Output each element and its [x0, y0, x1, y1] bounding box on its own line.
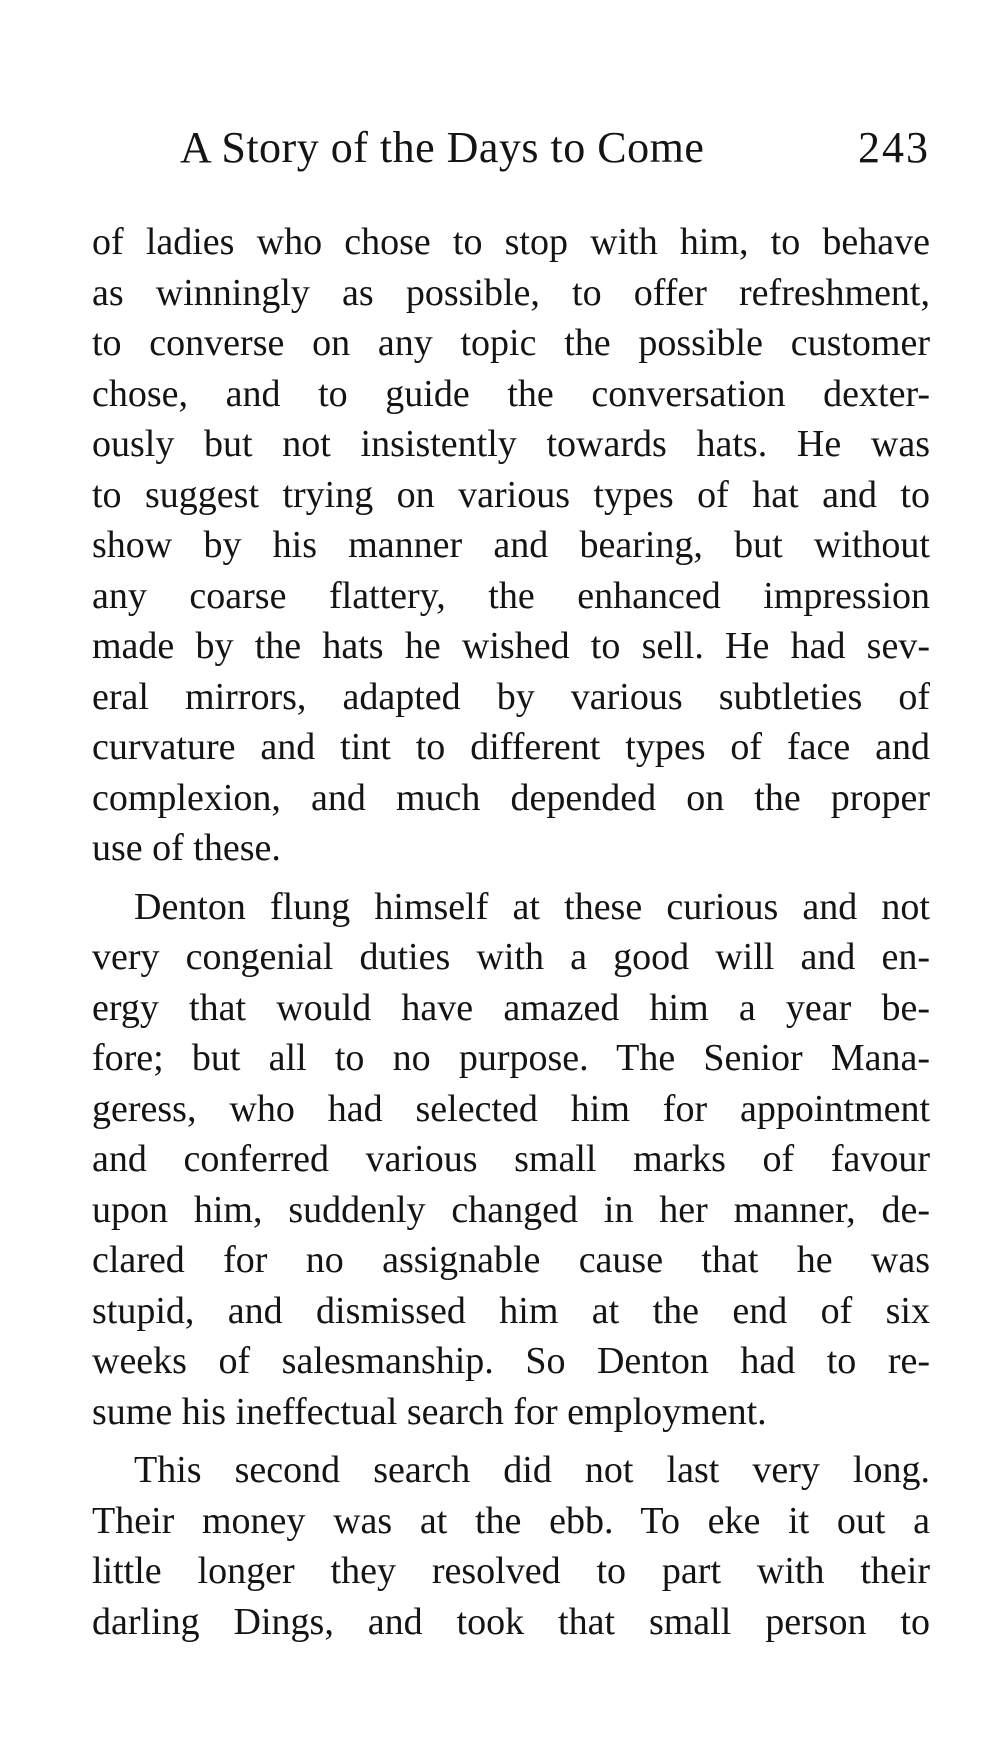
text-line: stupid, and dismissed him at the end of six [92, 1289, 930, 1332]
text-line: show by his manner and bearing, but without [92, 524, 930, 566]
text-line: ergy that would have amazed him a year be- [92, 986, 930, 1029]
text-line: chose, and to guide the conversation dexter- [92, 372, 930, 415]
text-line: clared for no assignable cause that he was [92, 1239, 930, 1281]
text-line: complexion, and much depended on the proper [92, 776, 930, 819]
text-line: Denton flung himself at these curious and not [134, 885, 930, 928]
text-line: any coarse flattery, the enhanced impression [92, 574, 930, 617]
text-line: curvature and tint to different types of face and [92, 726, 930, 768]
text-line: eral mirrors, adapted by various subtleties of [92, 675, 930, 718]
text-line: geress, who had selected him for appointment [92, 1087, 930, 1130]
text-line: very congenial duties with a good will and en- [92, 936, 930, 978]
running-head-title: A Story of the Days to Come [180, 123, 705, 172]
text-line: of ladies who chose to stop with him, to behave [92, 221, 930, 263]
page-number: 243 [858, 123, 930, 172]
paragraph-2 [92, 882, 930, 1438]
text-line: darling Dings, and took that small person to [92, 1600, 930, 1643]
text-line: This second search did not last very long. [134, 1449, 930, 1491]
text-line: little longer they resolved to part with their [92, 1550, 930, 1592]
text-line: fore; but all to no purpose. The Senior Mana- [92, 1037, 930, 1079]
text-line: as winningly as possible, to offer refreshment, [92, 271, 930, 314]
text-line: use of these. [92, 827, 281, 869]
running-head [180, 118, 930, 178]
text-line: upon him, suddenly changed in her manner, de- [92, 1188, 930, 1231]
text-line: to suggest trying on various types of hat and to [92, 473, 930, 516]
text-line: sume his ineffectual search for employment. [92, 1390, 767, 1433]
text-line: ously but not insistently towards hats. He was [92, 423, 930, 465]
text-line: to converse on any topic the possible customer [92, 322, 930, 364]
paragraph-1 [92, 217, 930, 874]
paragraph-3 [92, 1445, 930, 1647]
text-line: weeks of salesmanship. So Denton had to re- [92, 1340, 930, 1382]
text-line: and conferred various small marks of favour [92, 1138, 930, 1180]
text-line: Their money was at the ebb. To eke it out a [92, 1499, 930, 1542]
text-line: made by the hats he wished to sell. He had sev- [92, 625, 930, 667]
body-text [92, 217, 930, 1647]
